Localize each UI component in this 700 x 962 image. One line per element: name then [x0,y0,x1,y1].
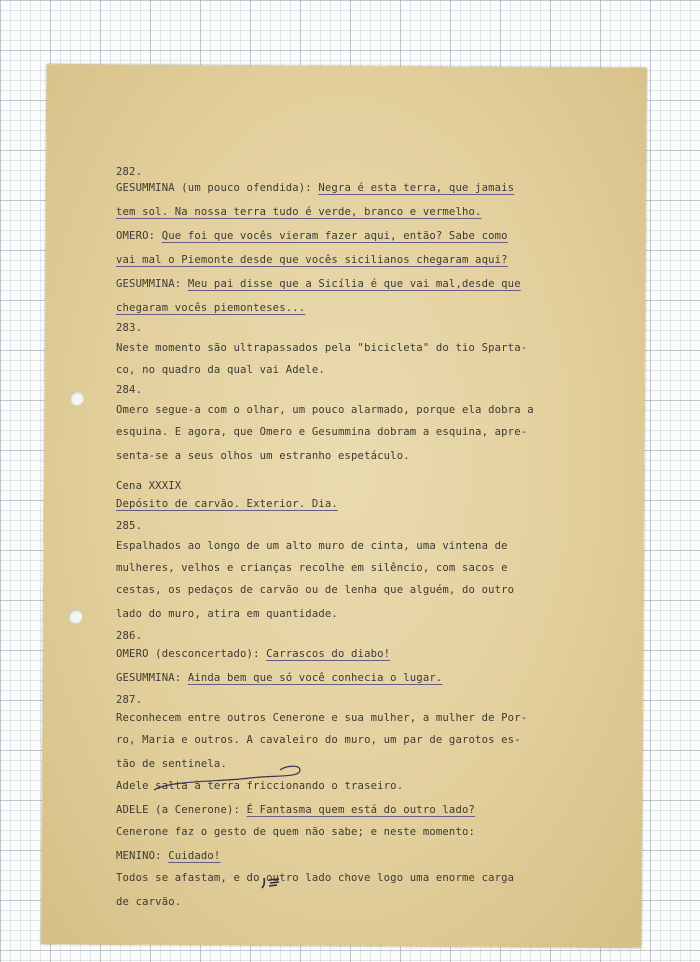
script-line [116,520,142,532]
line-text: 286. [116,630,143,642]
underlined-text: Cuidado! [168,850,221,862]
script-line [116,734,521,746]
script-line [116,694,142,706]
speaker-label: GESUMMINA (um pouco ofendida): [116,182,319,194]
underlined-text: Depósito de carvão. Exterior. Dia. [116,498,338,510]
script-line [116,166,142,178]
line-text: ro, Maria e outros. A cavaleiro do muro, um par de garotos es- [116,734,521,746]
line-text: co, no quadro da qual vai Adele. [116,364,325,376]
speaker-label: OMERO: [116,230,162,242]
script-line [116,896,181,908]
speaker-label: GESUMMINA: [116,278,188,290]
script-line [116,384,142,396]
line-text: 283. [116,322,143,334]
punch-hole [70,391,84,405]
underlined-text: chegaram vocês piemonteses... [116,302,306,314]
script-line [116,562,508,574]
script-line [116,630,142,642]
underlined-text: É Fantasma quem está do outro lado? [246,804,476,816]
script-line [116,498,338,510]
underlined-text: vai mal o Piemonte desde que vocês sicilianos chegaram aqui? [116,254,508,266]
speaker-label: OMERO (desconcertado): [116,648,267,660]
line-text: cestas, os pedaços de carvão ou de lenha que alguém, do outro [116,584,515,596]
line-text: tão de sentinela. [116,758,227,770]
script-line [116,364,325,376]
underlined-text: Carrascos do diabo! [266,648,391,660]
script-line [116,342,527,354]
script-line [116,206,482,218]
underlined-text: tem sol. Na nossa terra tudo é verde, branco e vermelho. [116,206,482,218]
script-line [116,322,142,334]
script-line [116,712,527,724]
script-line [116,540,508,552]
underlined-text: Negra é esta terra, que jamais [318,182,515,194]
speaker-label: GESUMMINA: [116,672,188,684]
line-text: 282. [116,166,143,178]
script-line [116,426,527,438]
line-text: Neste momento são ultrapassados pela "bicicleta" do tio Sparta- [116,342,528,354]
script-line [116,804,475,816]
line-text: lado do muro, atira em quantidade. [116,608,338,620]
script-line [116,872,514,884]
script-line [116,450,410,462]
line-text: Adele salta à terra friccionando o traseiro. [116,780,404,792]
script-line [116,278,521,290]
line-text: 284. [116,384,143,396]
script-line [116,480,181,492]
script-line [116,302,305,314]
speaker-label: MENINO: [116,850,169,862]
script-line [116,404,534,416]
script-line [116,826,475,838]
line-text: Cenerone faz o gesto de quem não sabe; e neste momento: [116,826,476,838]
script-line [116,850,220,862]
line-text: esquina. E agora, que Omero e Gesummina dobram a esquina, apre- [116,426,528,438]
line-text: Cena XXXIX [116,480,182,492]
script-line [116,608,338,620]
script-line [116,230,508,242]
line-text: Omero segue-a com o olhar, um pouco alarmado, porque ela dobra a [116,404,534,416]
underlined-text: Ainda bem que só você conhecia o lugar. [187,672,443,684]
script-line [116,648,390,660]
punch-hole [68,609,82,623]
script-line [116,672,442,684]
line-text: 287. [116,694,143,706]
handwritten-comma-correction [261,874,283,890]
handwritten-pen-mark [150,760,310,800]
script-line [116,254,508,266]
line-text: senta-se a seus olhos um estranho espetáculo. [116,450,410,462]
line-text: Todos se afastam, e do outro lado chove logo uma enorme carga [116,872,515,884]
speaker-label: ADELE (a Cenerone): [116,804,247,816]
line-text: mulheres, velhos e crianças recolhe em silêncio, com sacos e [116,562,508,574]
script-line [116,584,514,596]
script-line [116,182,514,194]
underlined-text: Meu pai disse que a Sicília é que vai mal,desde que [187,278,521,290]
line-text: Reconhecem entre outros Cenerone e sua mulher, a mulher de Por- [116,712,528,724]
line-text: 285. [116,520,143,532]
line-text: de carvão. [116,896,182,908]
line-text: Espalhados ao longo de um alto muro de cinta, uma vintena de [116,540,508,552]
underlined-text: Que foi que vocês vieram fazer aqui, então? Sabe como [161,230,508,242]
